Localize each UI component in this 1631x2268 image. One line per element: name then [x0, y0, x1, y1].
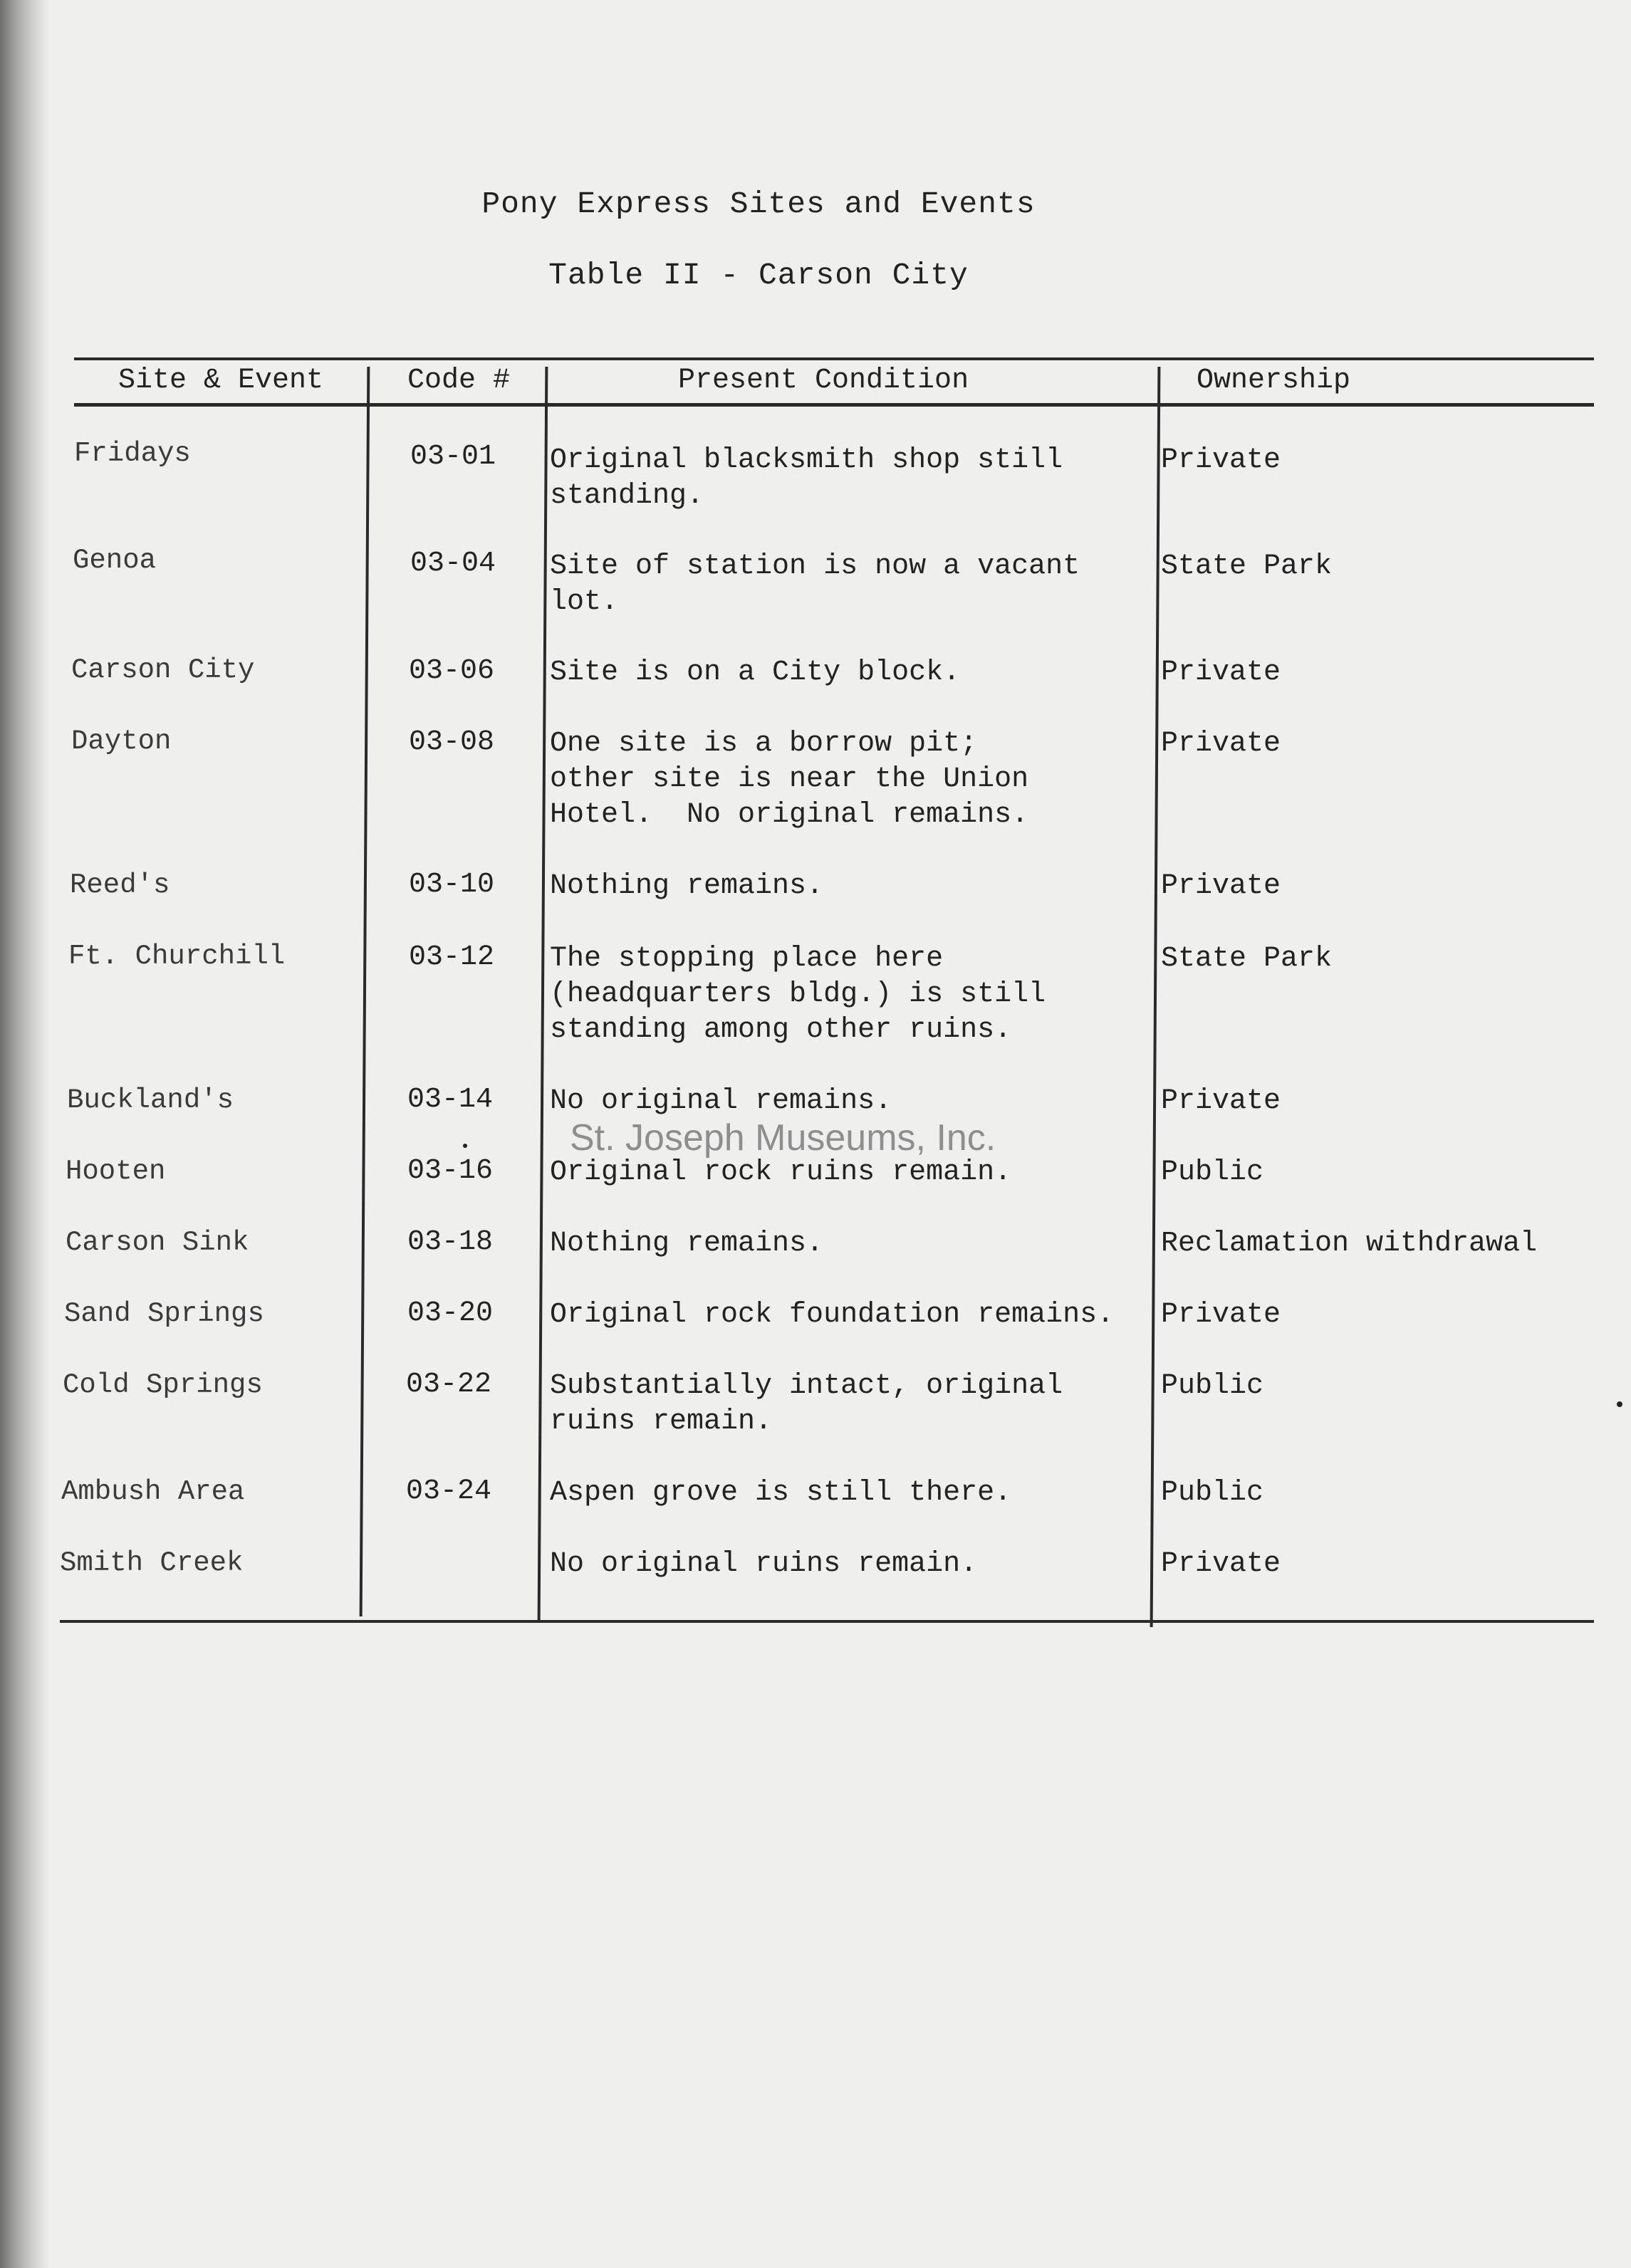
row-cold-springs-ownership: Public — [1161, 1370, 1264, 1402]
document-subtitle: Table II - Carson City — [548, 258, 969, 293]
row-ft-churchill-ownership: State Park — [1161, 943, 1333, 975]
row-fridays-ownership: Private — [1161, 444, 1281, 476]
speck-mark — [463, 1144, 467, 1148]
row-bucklands-code: 03-14 — [407, 1084, 494, 1116]
row-fridays-site: Fridays — [74, 438, 191, 469]
row-hooten-condition: Original rock ruins remain. — [550, 1156, 1012, 1188]
column-divider-3 — [1150, 367, 1161, 1627]
row-bucklands-ownership: Private — [1161, 1085, 1281, 1117]
row-ambush-area-site: Ambush Area — [61, 1476, 245, 1507]
table-top-rule — [74, 357, 1594, 360]
row-genoa-ownership: State Park — [1161, 550, 1333, 582]
row-sand-springs-site: Sand Springs — [64, 1298, 264, 1329]
row-carson-city-condition: Site is on a City block. — [550, 657, 961, 689]
row-fridays-condition: Original blacksmith shop still standing. — [550, 444, 1063, 512]
speck-mark — [1617, 1401, 1622, 1407]
header-code: Code # — [407, 365, 511, 397]
row-reeds-ownership: Private — [1161, 870, 1281, 902]
row-carson-city-code: 03-06 — [408, 655, 495, 687]
row-dayton-condition: One site is a borrow pit; other site is near the Union Hotel. No original remains. — [550, 728, 1029, 831]
row-ft-churchill-code: 03-12 — [408, 941, 495, 973]
header-site-event: Site & Event — [118, 365, 324, 397]
row-sand-springs-code: 03-20 — [407, 1297, 494, 1329]
row-fridays-code: 03-01 — [410, 441, 496, 473]
row-smith-creek-ownership: Private — [1161, 1548, 1281, 1580]
row-dayton-site: Dayton — [71, 726, 172, 757]
row-bucklands-site: Buckland's — [67, 1085, 234, 1116]
row-reeds-condition: Nothing remains. — [550, 870, 824, 902]
watermark: St. Joseph Museums, Inc. — [570, 1117, 996, 1159]
row-ambush-area-ownership: Public — [1161, 1477, 1264, 1509]
row-dayton-ownership: Private — [1161, 728, 1281, 760]
row-carson-sink-condition: Nothing remains. — [550, 1228, 824, 1260]
row-bucklands-condition: No original remains. — [550, 1085, 892, 1117]
row-ft-churchill-condition: The stopping place here (headquarters bldg.) is still standing among other ruins. — [550, 943, 1046, 1046]
row-smith-creek-condition: No original ruins remain. — [550, 1548, 978, 1580]
row-hooten-site: Hooten — [66, 1156, 166, 1187]
row-ambush-area-condition: Aspen grove is still there. — [550, 1477, 1012, 1509]
row-reeds-site: Reed's — [70, 869, 170, 901]
row-carson-city-site: Carson City — [71, 654, 255, 686]
row-ft-churchill-site: Ft. Churchill — [68, 941, 286, 972]
row-cold-springs-condition: Substantially intact, original ruins remain. — [550, 1370, 1063, 1438]
row-sand-springs-ownership: Private — [1161, 1299, 1281, 1331]
table-bottom-rule — [60, 1620, 1594, 1623]
row-dayton-code: 03-08 — [408, 726, 495, 758]
row-genoa-condition: Site of station is now a vacant lot. — [550, 550, 1080, 618]
row-genoa-code: 03-04 — [410, 548, 496, 580]
row-hooten-ownership: Public — [1161, 1156, 1264, 1188]
row-carson-sink-code: 03-18 — [407, 1226, 494, 1258]
header-ownership: Ownership — [1197, 365, 1351, 397]
table-header-rule — [74, 403, 1594, 407]
row-carson-city-ownership: Private — [1161, 657, 1281, 689]
row-carson-sink-ownership: Reclamation withdrawal — [1161, 1228, 1538, 1260]
row-carson-sink-site: Carson Sink — [66, 1227, 249, 1258]
row-hooten-code: 03-16 — [407, 1155, 494, 1187]
column-divider-2 — [538, 367, 548, 1620]
row-cold-springs-site: Cold Springs — [63, 1369, 263, 1401]
row-cold-springs-code: 03-22 — [405, 1369, 492, 1401]
page-edge-shadow — [0, 0, 50, 2268]
row-smith-creek-site: Smith Creek — [60, 1547, 244, 1579]
row-ambush-area-code: 03-24 — [405, 1475, 492, 1507]
row-genoa-site: Genoa — [73, 545, 157, 576]
document-title: Pony Express Sites and Events — [481, 187, 1036, 221]
header-present-condition: Present Condition — [678, 365, 969, 397]
row-sand-springs-condition: Original rock foundation remains. — [550, 1299, 1115, 1331]
row-reeds-code: 03-10 — [408, 869, 495, 901]
